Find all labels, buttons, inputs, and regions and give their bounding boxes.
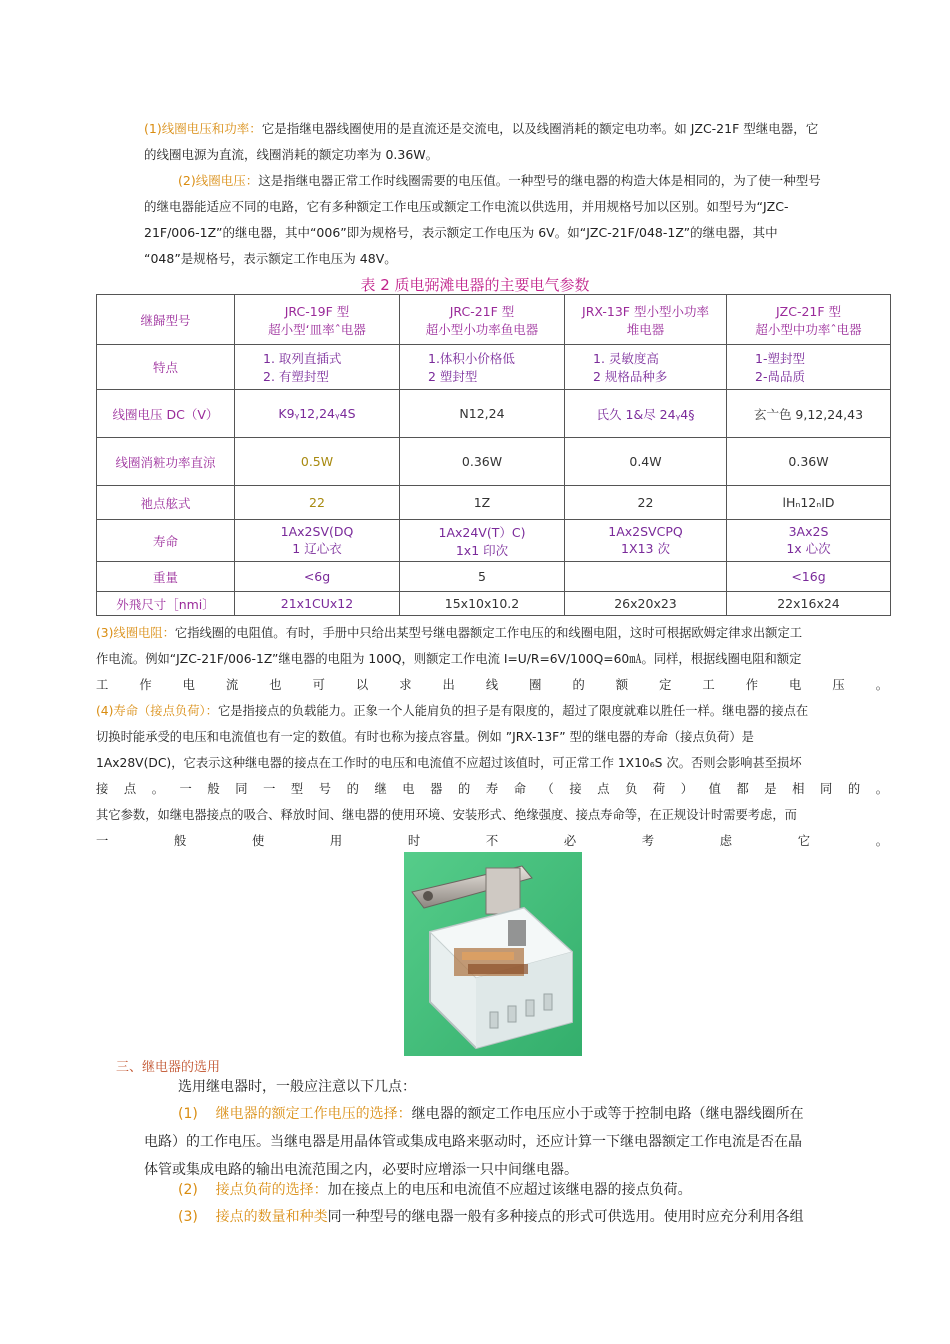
cell: 0.4W [565, 438, 727, 486]
selection-item-3 [144, 1203, 890, 1231]
text: 的继电器能适应不同的电路，它有多种额定工作电压或额定工作电流以供选用，并用规格号加以区别。如型号为“JZC- [144, 199, 789, 214]
table-row-coil-power [97, 438, 891, 486]
cell: 3Ax2S 1x 心次 [727, 520, 891, 562]
selection-item-1 [144, 1100, 890, 1184]
label-contact-life: (4)寿命（接点负荷）： [96, 704, 218, 718]
cell: 0.36W [727, 438, 891, 486]
table-row-features [97, 345, 891, 390]
header-jrc19f: JRC-19F 型 超小型‘皿率ˆ电器 [235, 295, 400, 345]
text: 继电器的额定工作电压应小于或等于控制电路（继电器线圈所在 [411, 1106, 804, 1122]
text: 这是指继电器正常工作时线圈需要的电压值。一种型号的继电器的构造大体是相同的，为了使一种型号 [258, 173, 821, 188]
item-number: (3) [178, 1209, 198, 1225]
table-row-contact-form [97, 486, 891, 520]
cell: K9ᵧ12,24ᵧ4S [235, 390, 400, 438]
text: 21F/006-1Z”的继电器，其中“006”即为规格号，表示额定工作电压为 6V。如“JZC-21F/048-1Z”的继电器，其中 [144, 225, 778, 240]
cell: 1Ax2SV(DQ 1 辽心衣 [235, 520, 400, 562]
text: 切换时能承受的电压和电流值也有一定的数值。有时也称为接点容量。例如 ”JRX-13F” 型的继电器的寿命（接点负荷）是 [96, 730, 754, 744]
text: 接点。一般同一型号的继电器的寿命（接点负荷）值都是相同的。 [96, 782, 888, 796]
text: 工作电流也可以求出线圈的额定工作电压。 [96, 678, 888, 692]
table-header-row [97, 295, 891, 345]
row-label: 外飛尺寸［nmi〕 [97, 592, 235, 616]
cell: 22x16x24 [727, 592, 891, 616]
text: 它是指接点的负载能力。正象一个人能肩负的担子是有限度的，超过了限度就难以胜任一样。继电器的接点在 [217, 704, 809, 718]
item-label: 继电器的额定工作电压的选择： [215, 1106, 412, 1122]
header-model-label: 继歸型号 [97, 295, 235, 345]
text: 的线圈电源为直流，线圈消耗的额定功率为 0.36W。 [144, 147, 439, 162]
relay-photo [404, 852, 582, 1056]
label-coil-resistance: (3)线圈电阻： [96, 626, 175, 640]
cell: 1. 取列直插式 2. 有塑封型 [235, 345, 400, 390]
cell: 0.5W [235, 438, 400, 486]
text: 电路）的工作电压。当继电器是用晶体管或集成电路来驱动时，还应计算一下继电器额定工作电流是否在晶 [144, 1134, 802, 1150]
paragraph-coil-voltage-power [144, 116, 884, 168]
cell: 1-塑封型 2-咼品质 [727, 345, 891, 390]
cell: 0.36W [400, 438, 565, 486]
cell: 1.体积小价格低 2 塑封型 [400, 345, 565, 390]
paragraph-coil-resistance [96, 620, 888, 698]
cell: 1. 灵敏度高 2 规格品种多 [565, 345, 727, 390]
cell: 玄亠色 9,12,24,43 [727, 390, 891, 438]
item-number: (2) [178, 1182, 198, 1198]
text: 其它参数，如继电器接点的吸合、释放时间、继电器的使用环境、安装形式、绝缘强度、接点寿命等，在正规设计时需要考虑，而 [96, 808, 797, 822]
row-label: 祂点舷式 [97, 486, 235, 520]
row-label: 重量 [97, 562, 235, 592]
item-label: 接点负荷的选择： [215, 1182, 328, 1198]
section-intro: 选用继电器时，一般应注意以下几点： [178, 1079, 416, 1095]
header-jrx13f: JRX-13F 型小型小功率 堆电器 [565, 295, 727, 345]
table-row-weight [97, 562, 891, 592]
item-label: 接点的数量和种类 [215, 1209, 328, 1225]
row-label: 特点 [97, 345, 235, 390]
label-coil-voltage-power: (1)线圈电压和功率： [144, 121, 262, 136]
paragraph-contact-life [96, 698, 888, 854]
text: 它是指继电器线圈使用的是直流还是交流电，以及线圈消耗的额定电功率。如 JZC-21F 型继电器，它 [261, 121, 819, 136]
text: 同一种型号的继电器一般有多种接点的形式可供选用。使用时应充分利用各组 [327, 1209, 804, 1225]
label-coil-voltage: (2)线圈电压： [178, 173, 259, 188]
cell: 1Ax24V(T）C) 1x1 印次 [400, 520, 565, 562]
cell [565, 562, 727, 592]
text: 作电流。例如“JZC-21F/006-1Z”继电器的电阻为 100Q，则额定工作电流 I=U/R=6V/100Q=60㎃。同样，根据线圈电阻和额定 [96, 652, 802, 666]
section-heading-relay-selection: 三、继电器的选用 [116, 1060, 221, 1075]
row-label: 线圈消粧功率直涼 [97, 438, 235, 486]
table-title: 表 2 质电弼滩电器的主要电气参数 [360, 276, 590, 294]
relay-parameters-table [96, 294, 891, 616]
cell: 15x10x10.2 [400, 592, 565, 616]
row-label: 寿命 [97, 520, 235, 562]
cell: 22 [235, 486, 400, 520]
table-row-size [97, 592, 891, 616]
cell: 21x1CUx12 [235, 592, 400, 616]
table-row-life [97, 520, 891, 562]
cell: lHₙ12ₙID [727, 486, 891, 520]
selection-item-2 [144, 1176, 890, 1204]
text: 一般使用时不必考虑它。 [96, 834, 888, 848]
cell: 1Ax2SVCPQ 1X13 次 [565, 520, 727, 562]
text: 加在接点上的电压和电流值不应超过该继电器的接点负荷。 [327, 1182, 692, 1198]
cell: 1Z [400, 486, 565, 520]
paragraph-coil-voltage [144, 168, 884, 272]
cell: N12,24 [400, 390, 565, 438]
table-row-coil-voltage [97, 390, 891, 438]
cell: <6g [235, 562, 400, 592]
text: 1Ax28V(DC)，它表示这种继电器的接点在工作时的电压和电流值不应超过该值时，可正常工作 1X10₆S 次。否则会影响甚至损坏 [96, 756, 802, 770]
cell: 氏久 1&尽 24ᵧ4§ [565, 390, 727, 438]
cell: 26x20x23 [565, 592, 727, 616]
header-jzc21f: JZC-21F 型 超小型中功率ˆ电器 [727, 295, 891, 345]
item-number: (1) [178, 1106, 198, 1122]
cell: 5 [400, 562, 565, 592]
header-jrc21f: JRC-21F 型 超小型小功率鱼电器 [400, 295, 565, 345]
text: 它指线圈的电阻值。有时，手册中只给出某型号继电器额定工作电压的和线圈电阻，这时可根据欧姆定律求出额定工 [174, 626, 803, 640]
cell: <16g [727, 562, 891, 592]
text: 体管或集成电路的输出电流范围之内，必要时应增添一只中间继电器。 [144, 1162, 578, 1178]
text: “048”是规格号，表示额定工作电压为 48V。 [144, 251, 397, 266]
cell: 22 [565, 486, 727, 520]
row-label: 线圈电压 DC（V） [97, 390, 235, 438]
